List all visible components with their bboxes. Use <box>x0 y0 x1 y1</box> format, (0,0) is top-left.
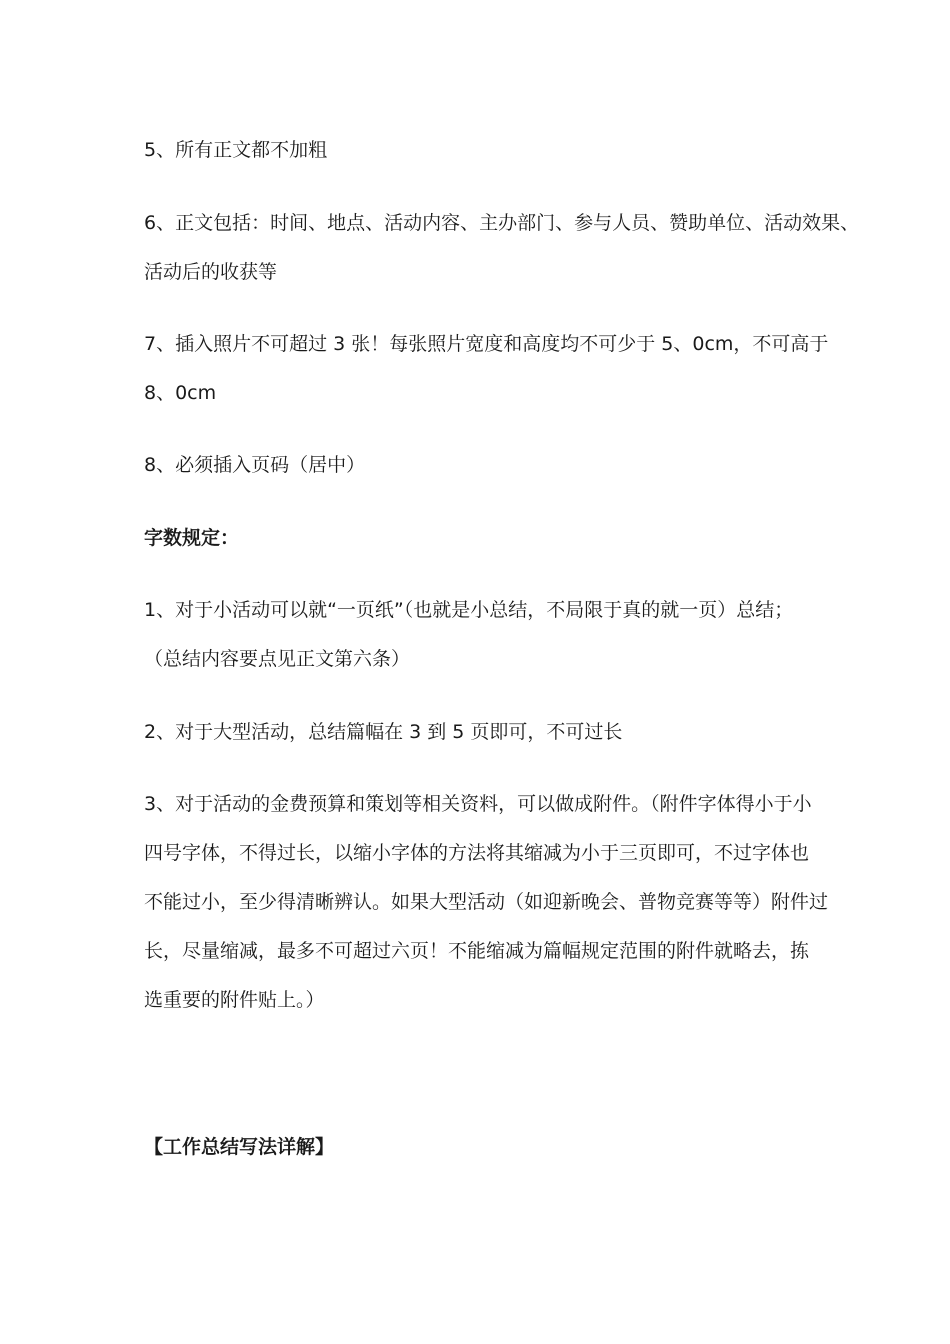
rule-8-text: 8、必须插入页码（居中） <box>144 454 366 476</box>
word-rule-3-line-1: 3、对于活动的金费预算和策划等相关资料，可以做成附件。（附件字体得小于小 <box>144 793 812 815</box>
section-heading-word-count: 字数规定： <box>144 527 240 549</box>
word-rule-3-line-2: 四号字体，不得过长，以缩小字体的方法将其缩减为小于三页即可，不过字体也 <box>144 842 810 864</box>
word-rule-3-line-3: 不能过小，至少得清晰辨认。如果大型活动（如迎新晚会、普物竞赛等等）附件过 <box>144 891 829 913</box>
rule-5-text: 5、所有正文都不加粗 <box>144 139 328 161</box>
rule-6-text-line-2: 活动后的收获等 <box>144 261 278 283</box>
word-rule-3-line-4: 长，尽量缩减，最多不可超过六页！不能缩减为篇幅规定范围的附件就略去，拣 <box>144 940 810 962</box>
word-rule-1-line-2: （总结内容要点见正文第六条） <box>144 648 411 670</box>
rule-7-text-line-2: 8、0cm <box>144 382 217 404</box>
word-rule-3-line-5: 选重要的附件贴上。） <box>144 989 325 1011</box>
rule-7-text-line-1: 7、插入照片不可超过 3 张！每张照片宽度和高度均不可少于 5、0cm，不可高于 <box>144 333 829 355</box>
word-rule-2-text: 2、对于大型活动，总结篇幅在 3 到 5 页即可，不可过长 <box>144 721 623 743</box>
word-rule-1-line-1: 1、对于小活动可以就“一页纸”（也就是小总结，不局限于真的就一页）总结； <box>144 599 794 621</box>
section-heading-work-summary: 【工作总结写法详解】 <box>144 1136 335 1158</box>
rule-6-text-line-1: 6、正文包括：时间、地点、活动内容、主办部门、参与人员、赞助单位、活动效果、 <box>144 212 860 234</box>
